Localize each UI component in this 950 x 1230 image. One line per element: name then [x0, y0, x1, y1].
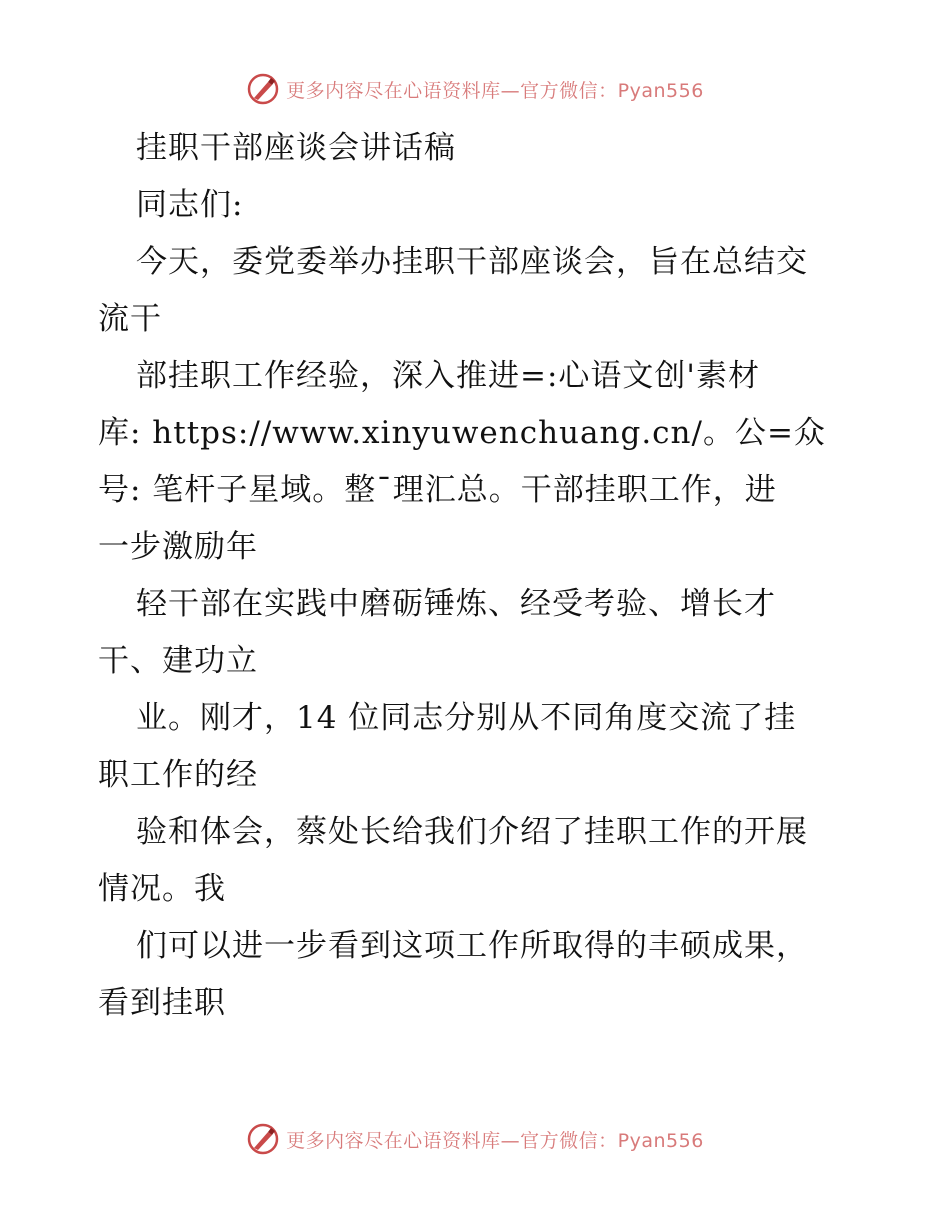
paragraph-line: 情况。我 — [98, 871, 226, 907]
paragraph-line: 们可以进一步看到这项工作所取得的丰硕成果， — [136, 928, 808, 964]
paragraph-line: 号: 笔杆子星域。整¯理汇总。干部挂职工作，进 — [98, 472, 777, 508]
paragraph-line: 业。刚才，14 位同志分别从不同角度交流了挂 — [136, 700, 797, 736]
pen-circle-logo-icon — [246, 1122, 280, 1156]
paragraph-line: 轻干部在实践中磨砺锤炼、经受考验、增长才 — [136, 586, 776, 622]
paragraph-line: 看到挂职 — [98, 985, 226, 1021]
document-title: 挂职干部座谈会讲话稿 — [136, 130, 456, 166]
pen-circle-logo-icon — [246, 72, 280, 106]
document-body — [98, 120, 888, 1032]
header-banner-text: 更多内容尽在心语资料库—官方微信：Pyan556 — [286, 79, 704, 102]
paragraph-line: 部挂职工作经验，深入推进=:心语文创'素材 — [136, 358, 760, 394]
paragraph-line: 今天，委党委举办挂职干部座谈会，旨在总结交 — [136, 244, 808, 280]
paragraph-line: 一步激励年 — [98, 529, 258, 565]
paragraph-line: 职工作的经 — [98, 757, 258, 793]
paragraph-line: 库: https://www.xinyuwenchuang.cn/。公=众 — [98, 415, 826, 451]
page-footer-banner — [0, 1122, 950, 1156]
page-header-banner — [0, 72, 950, 106]
paragraph-line: 验和体会，蔡处长给我们介绍了挂职工作的开展 — [136, 814, 808, 850]
paragraph-line: 流干 — [98, 301, 162, 337]
footer-banner-text: 更多内容尽在心语资料库—官方微信：Pyan556 — [286, 1129, 704, 1152]
paragraph-line: 干、建功立 — [98, 643, 258, 679]
salutation: 同志们: — [136, 187, 244, 223]
